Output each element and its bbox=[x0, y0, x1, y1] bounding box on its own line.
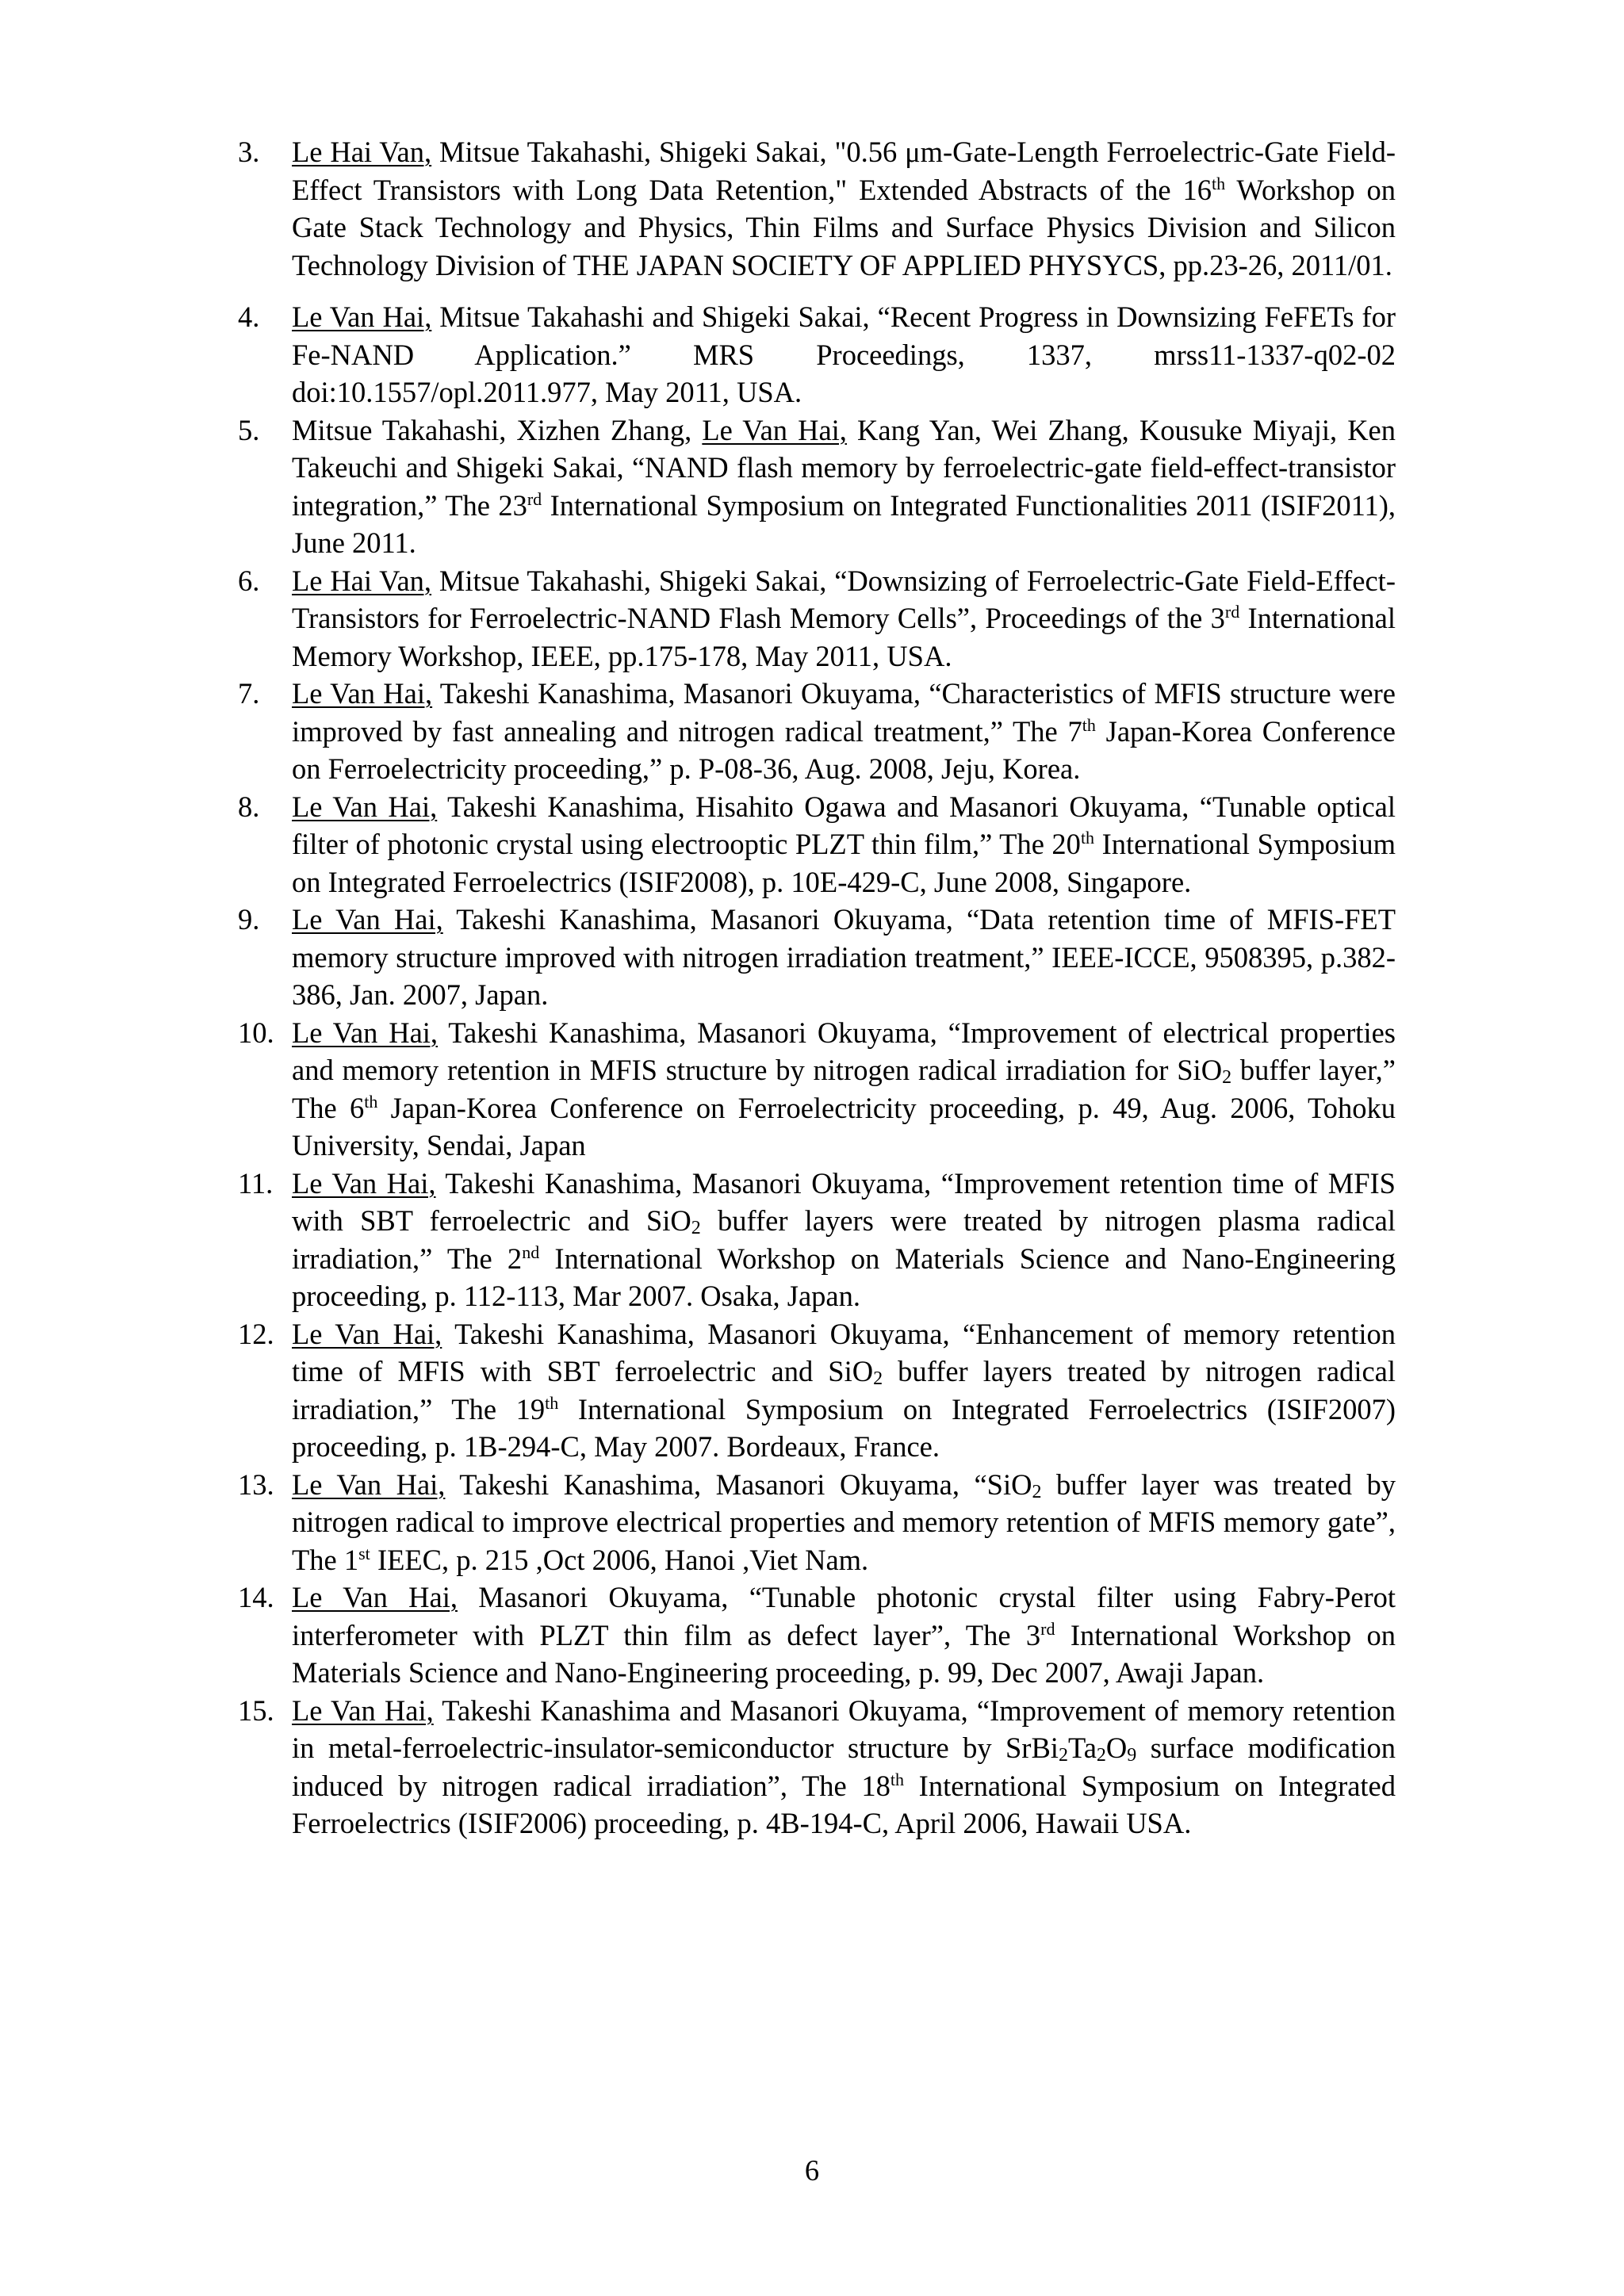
reference-citation-text: Masanori Okuyama, “Tunable photonic crystal filter using Fabry-Perot interferometer with PLZT thin film as defect layer”, The 3rd International Workshop on Materials Science and Nano-Engineering proceeding, p. 99, Dec 2007, Awaji Japan. bbox=[292, 1581, 1396, 1689]
reference-citation-text: Kang Yan, Wei Zhang, Kousuke Miyaji, Ken Takeuchi and Shigeki Sakai, “NAND flash memory by ferroelectric-gate field-effect-transistor integration,” The 23rd International Symposium on Integrated Functionalities 2011 (ISIF2011), June 2011. bbox=[292, 413, 1396, 559]
reference-item bbox=[238, 1014, 1396, 1165]
reference-item bbox=[238, 901, 1396, 1014]
reference-highlighted-author: Le Van Hai, bbox=[292, 300, 432, 333]
reference-highlighted-author: Le Hai Van, bbox=[292, 136, 432, 168]
reference-highlighted-author: Le Van Hai, bbox=[292, 790, 438, 823]
reference-highlighted-author: Le Van Hai, bbox=[292, 1016, 439, 1049]
reference-citation-text: Takeshi Kanashima, Masanori Okuyama, “Characteristics of MFIS structure were improved by fast annealing and nitrogen radical treatment,” The 7th Japan-Korea Conference on Ferroelectricity proceeding,” p. P-08-36, Aug. 2008, Jeju, Korea. bbox=[292, 677, 1396, 785]
reference-item bbox=[238, 133, 1396, 284]
reference-item bbox=[238, 1578, 1396, 1692]
reference-item bbox=[238, 562, 1396, 675]
reference-coauthors-lead: Mitsue Takahashi, Xizhen Zhang, bbox=[292, 413, 703, 446]
reference-highlighted-author: Le Van Hai, bbox=[292, 903, 443, 936]
reference-number: 6. bbox=[238, 564, 260, 597]
reference-citation-text: Mitsue Takahashi, Shigeki Sakai, “Downsizing of Ferroelectric-Gate Field-Effect-Transistors for Ferroelectric-NAND Flash Memory Cells”, Proceedings of the 3rd International Memory Workshop, IEEE, pp.175-178, May 2011, USA. bbox=[292, 564, 1396, 672]
reference-number: 7. bbox=[238, 677, 260, 710]
reference-item bbox=[238, 1692, 1396, 1843]
reference-number: 8. bbox=[238, 790, 260, 823]
reference-list bbox=[238, 133, 1396, 1843]
reference-citation-text: Mitsue Takahashi, Shigeki Sakai, "0.56 μm-Gate-Length Ferroelectric-Gate Field-Effect Transistors with Long Data Retention," Extended Abstracts of the 16th Workshop on Gate Stack Technology and Physics, Thin Films and Surface Physics Division and Silicon Technology Division of THE JAPAN SOCIETY OF APPLIED PHYSYCS, pp.23-26, 2011/01. bbox=[292, 136, 1396, 281]
reference-citation-text: Mitsue Takahashi and Shigeki Sakai, “Recent Progress in Downsizing FeFETs for Fe-NAND Application.” MRS Proceedings, 1337, mrss11-1337-q02-02 doi:10.1557/opl.2011.977, May 2011, USA. bbox=[292, 300, 1396, 408]
reference-citation-text: Takeshi Kanashima and Masanori Okuyama, “Improvement of memory retention in metal-ferroelectric-insulator-semiconductor structure by $SrBi_2Ta_2O_9$ surface modification induced by nitrogen radical irradiation”, The 18th International Symposium on Integrated Ferroelectrics (ISIF2006) proceeding, p. 4B-194-C, April 2006, Hawaii USA. bbox=[292, 1693, 1396, 1839]
reference-citation-text: Takeshi Kanashima, Hisahito Ogawa and Masanori Okuyama, “Tunable optical filter of photonic crystal using electrooptic PLZT thin film,” The 20th International Symposium on Integrated Ferroelectrics (ISIF2008), p. 10E-429-C, June 2008, Singapore. bbox=[292, 790, 1396, 898]
reference-highlighted-author: Le Van Hai, bbox=[292, 1581, 458, 1613]
reference-number: 4. bbox=[238, 300, 260, 333]
reference-item bbox=[238, 675, 1396, 788]
reference-citation-text: Takeshi Kanashima, Masanori Okuyama, “Data retention time of MFIS-FET memory structure improved with nitrogen irradiation treatment,” IEEE-ICCE, 9508395, p.382-386, Jan. 2007, Japan. bbox=[292, 903, 1396, 1011]
reference-number: 14. bbox=[238, 1581, 274, 1613]
reference-citation-text: Takeshi Kanashima, Masanori Okuyama, “Enhancement of memory retention time of MFIS with SBT ferroelectric and SiO$_2$ buffer layers treated by nitrogen radical irradiation,” The 19th International Symposium on Integrated Ferroelectrics (ISIF2007) proceeding, p. 1B-294-C, May 2007. Bordeaux, France. bbox=[292, 1317, 1396, 1463]
reference-highlighted-author: Le Van Hai, bbox=[292, 677, 433, 710]
reference-item bbox=[238, 1165, 1396, 1315]
reference-highlighted-author: Le Van Hai, bbox=[702, 413, 847, 446]
reference-number: 9. bbox=[238, 903, 260, 936]
reference-citation-text: Takeshi Kanashima, Masanori Okuyama, “Improvement of electrical properties and memory retention in MFIS structure by nitrogen radical irradiation for SiO$_2$ buffer layer,” The 6th Japan-Korea Conference on Ferroelectricity proceeding, p. 49, Aug. 2006, Tohoku University, Sendai, Japan bbox=[292, 1016, 1396, 1161]
reference-citation-text: Takeshi Kanashima, Masanori Okuyama, “SiO$_2$ buffer layer was treated by nitrogen radical to improve electrical properties and memory retention of MFIS memory gate”, The 1st IEEC, p. 215 ,Oct 2006, Hanoi ,Viet Nam. bbox=[292, 1468, 1396, 1576]
reference-highlighted-author: Le Van Hai, bbox=[292, 1468, 446, 1501]
reference-number: 11. bbox=[238, 1166, 274, 1200]
reference-highlighted-author: Le Van Hai, bbox=[292, 1317, 442, 1350]
reference-number: 10. bbox=[238, 1016, 274, 1049]
reference-item bbox=[238, 1466, 1396, 1579]
reference-highlighted-author: Le Van Hai, bbox=[292, 1166, 436, 1200]
reference-item bbox=[238, 1315, 1396, 1466]
reference-number: 12. bbox=[238, 1317, 274, 1350]
reference-number: 3. bbox=[238, 136, 260, 168]
reference-number: 13. bbox=[238, 1468, 274, 1501]
reference-highlighted-author: Le Hai Van, bbox=[292, 564, 432, 597]
page-number: 6 bbox=[804, 2154, 820, 2187]
reference-citation-text: Takeshi Kanashima, Masanori Okuyama, “Improvement retention time of MFIS with SBT ferroelectric and SiO$_2$ buffer layers were treated by nitrogen plasma radical irradiation,” The 2nd International Workshop on Materials Science and Nano-Engineering proceeding, p. 112-113, Mar 2007. Osaka, Japan. bbox=[292, 1166, 1396, 1312]
reference-item bbox=[238, 788, 1396, 901]
reference-number: 15. bbox=[238, 1693, 274, 1727]
reference-item bbox=[238, 411, 1396, 562]
reference-item bbox=[238, 298, 1396, 411]
reference-number: 5. bbox=[238, 413, 260, 446]
reference-highlighted-author: Le Van Hai, bbox=[292, 1693, 434, 1727]
